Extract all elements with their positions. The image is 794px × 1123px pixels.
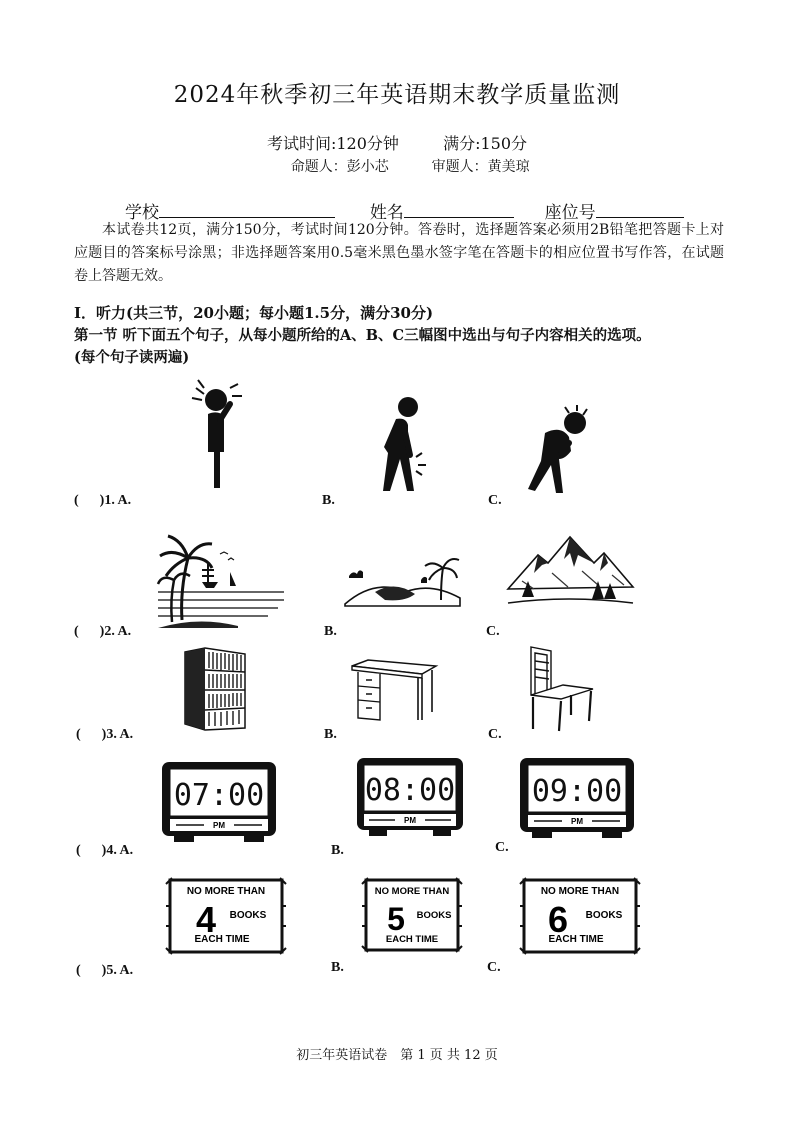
- clock-b-pm: PM: [404, 816, 416, 825]
- exam-time: 考试时间:120分钟: [266, 134, 399, 153]
- sign-c-top: NO MORE THAN: [540, 886, 620, 897]
- question-5-option-b[interactable]: B.: [331, 960, 344, 975]
- sign-c-number: 6: [547, 899, 569, 940]
- sign-a-bottom: EACH TIME: [194, 934, 250, 945]
- page-title: 2024年秋季初三年英语期末教学质量监测: [173, 82, 621, 108]
- question-4-label[interactable]: ( )4. A.: [76, 843, 134, 858]
- stomachache-person-icon: [525, 403, 595, 495]
- sign-b-top: NO MORE THAN: [374, 886, 450, 897]
- chair-icon: [527, 645, 595, 733]
- part1-instructions: [74, 325, 734, 369]
- setter: 命题人：彭小芯: [290, 159, 389, 175]
- section-listening-heading: Ⅰ．听力(共三节，20小题；每小题1.5分，满分30分): [74, 304, 434, 322]
- clock-c-pm: PM: [571, 817, 583, 826]
- part1-line2: (每个句子读两遍): [74, 349, 190, 366]
- clock-0700-icon: [160, 760, 278, 846]
- sign-a-number: 4: [195, 899, 217, 940]
- sign-b-bottom: EACH TIME: [385, 934, 439, 945]
- page-footer: 初三年英语试卷 第 1 页 共 12 页: [296, 1048, 498, 1063]
- seat-label: 座位号: [544, 203, 596, 223]
- sign-4-books-icon: [164, 876, 288, 956]
- mountains-icon: [508, 537, 633, 609]
- clock-b-time: 08:00: [364, 773, 456, 808]
- desk-icon: [350, 660, 438, 722]
- question-2-option-c[interactable]: C.: [486, 624, 500, 639]
- headache-person-icon: [190, 380, 250, 492]
- instructions: 本试卷共12页，满分150分，考试时间120分钟。答卷时，选择题答案必须用2B铅笔把答题卡上对应题目的答案标号涂黑；非选择题答案用0.5毫米黑色墨水签字笔在答题卡的相应位置书写作答，在试题卷上答题无效。: [74, 222, 724, 284]
- reviewer: 审题人：黄美琼: [431, 159, 530, 175]
- clock-a-time: 07:00: [173, 778, 265, 813]
- question-4-option-b[interactable]: B.: [331, 843, 344, 858]
- sign-6-books-icon: [518, 876, 642, 956]
- seat-blank[interactable]: [596, 201, 684, 218]
- question-3-option-c[interactable]: C.: [488, 727, 502, 742]
- question-3-option-b[interactable]: B.: [324, 727, 337, 742]
- clock-c-time: 09:00: [531, 774, 623, 809]
- question-2-label[interactable]: ( )2. A.: [74, 624, 132, 639]
- name-label: 姓名: [369, 203, 404, 223]
- authors: [0, 156, 794, 176]
- knee-pain-person-icon: [362, 395, 432, 495]
- sign-b-right: BOOKS: [416, 910, 452, 921]
- sign-b-number: 5: [387, 901, 405, 937]
- full-score: 满分:150分: [443, 134, 528, 153]
- clock-a-pm: PM: [213, 821, 225, 830]
- part1-line1: 第一节 听下面五个句子，从每小题所给的A、B、C三幅图中选出与句子内容相关的选项。: [74, 327, 651, 344]
- question-5-label[interactable]: ( )5. A.: [76, 963, 134, 978]
- desert-icon: [345, 548, 460, 608]
- name-blank[interactable]: [404, 201, 514, 218]
- bookshelf-icon: [183, 648, 247, 730]
- question-5-option-c[interactable]: C.: [487, 960, 501, 975]
- question-1-option-c[interactable]: C.: [488, 493, 502, 508]
- question-2-option-b[interactable]: B.: [324, 624, 337, 639]
- clock-0900-icon: [518, 756, 636, 842]
- question-3-label[interactable]: ( )3. A.: [76, 727, 134, 742]
- question-1-option-b[interactable]: B.: [322, 493, 335, 508]
- clock-0800-icon: [355, 756, 465, 840]
- beach-island-icon: [158, 530, 284, 630]
- sign-a-top: NO MORE THAN: [186, 886, 266, 897]
- sign-a-right: BOOKS: [229, 910, 267, 921]
- sign-c-right: BOOKS: [585, 910, 623, 921]
- sign-c-bottom: EACH TIME: [548, 934, 604, 945]
- question-1-label[interactable]: ( )1. A.: [74, 493, 132, 508]
- school-label: 学校: [125, 203, 159, 223]
- question-4-option-c[interactable]: C.: [495, 840, 509, 855]
- exam-info: [0, 131, 794, 154]
- sign-5-books-icon: [360, 876, 464, 954]
- school-blank[interactable]: [159, 201, 335, 218]
